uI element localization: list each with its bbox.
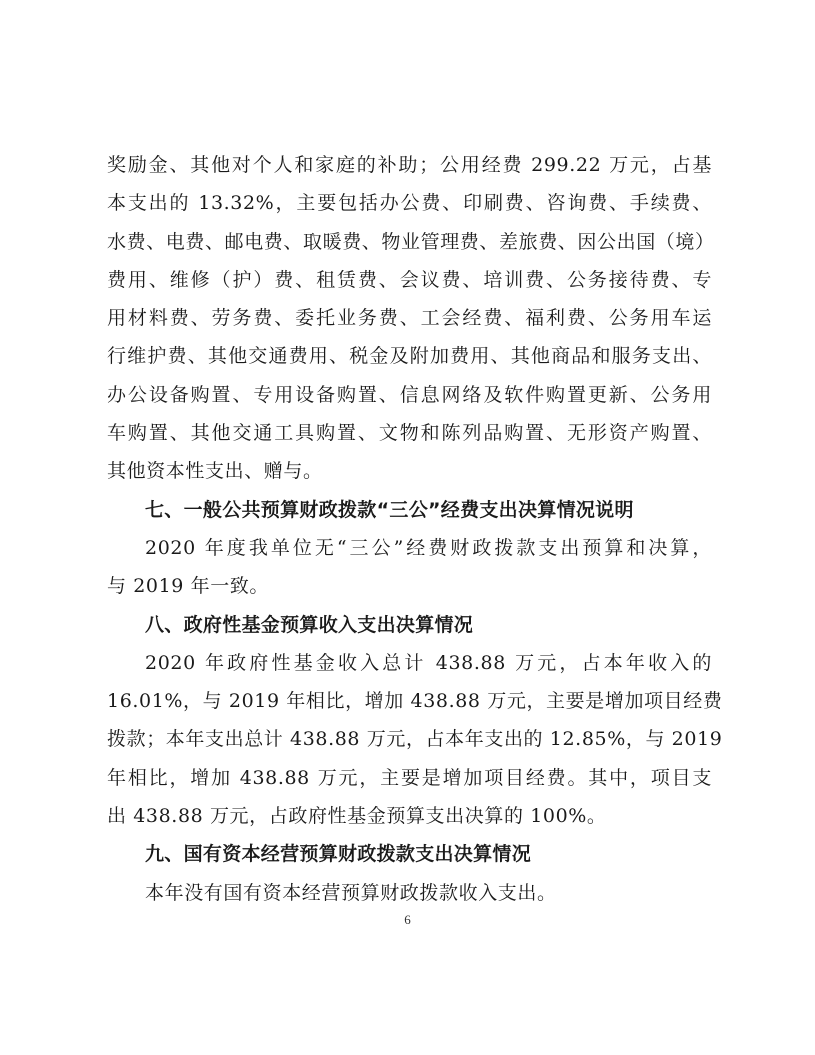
body-line: 用材料费、劳务费、委托业务费、工会经费、福利费、公务用车运: [107, 307, 712, 330]
body-line: 奖励金、其他对个人和家庭的补助；公用经费 299.22 万元，占基: [107, 154, 712, 176]
body-line: 行维护费、其他交通费用、税金及附加费用、其他商品和服务支出、: [107, 345, 712, 368]
body-line: 水费、电费、邮电费、取暖费、物业管理费、差旅费、因公出国（境）: [107, 230, 715, 253]
body-line: 本支出的 13.32%，主要包括办公费、印刷费、咨询费、手续费、: [107, 192, 712, 215]
body-line: 车购置、其他交通工具购置、文物和陈列品购置、无形资产购置、: [107, 422, 712, 445]
document-body: [107, 146, 723, 912]
section8-line: 年相比，增加 438.88 万元，主要是增加项目经费。其中，项目支: [107, 766, 712, 789]
body-line: 其他资本性支出、赠与。: [107, 460, 323, 483]
section-heading-8: 八、政府性基金预算收入支出决算情况: [145, 613, 474, 636]
section-heading-7: 七、一般公共预算财政拨款“三公”经费支出决算情况说明: [145, 498, 634, 521]
section8-line: 出 438.88 万元，占政府性基金预算支出决算的 100%。: [107, 805, 607, 828]
section8-line: 2020 年政府性基金收入总计 438.88 万元，占本年收入的: [145, 651, 712, 674]
section8-line: 16.01%，与 2019 年相比，增加 438.88 万元，主要是增加项目经费: [107, 690, 723, 713]
page-number: 6: [404, 912, 411, 927]
section7-line: 与 2019 年一致。: [107, 575, 270, 598]
section-heading-9: 九、国有资本经营预算财政拨款支出决算情况: [145, 843, 532, 866]
section9-line: 本年没有国有资本经营预算财政拨款收入支出。: [145, 881, 557, 904]
section7-line: 2020 年度我单位无“三公”经费财政拨款支出预算和决算，: [145, 536, 712, 559]
section8-line: 拨款；本年支出总计 438.88 万元，占本年支出的 12.85%，与 2019: [107, 728, 723, 751]
body-line: 费用、维修（护）费、租赁费、会议费、培训费、公务接待费、专: [107, 268, 712, 291]
body-line: 办公设备购置、专用设备购置、信息网络及软件购置更新、公务用: [107, 383, 712, 406]
